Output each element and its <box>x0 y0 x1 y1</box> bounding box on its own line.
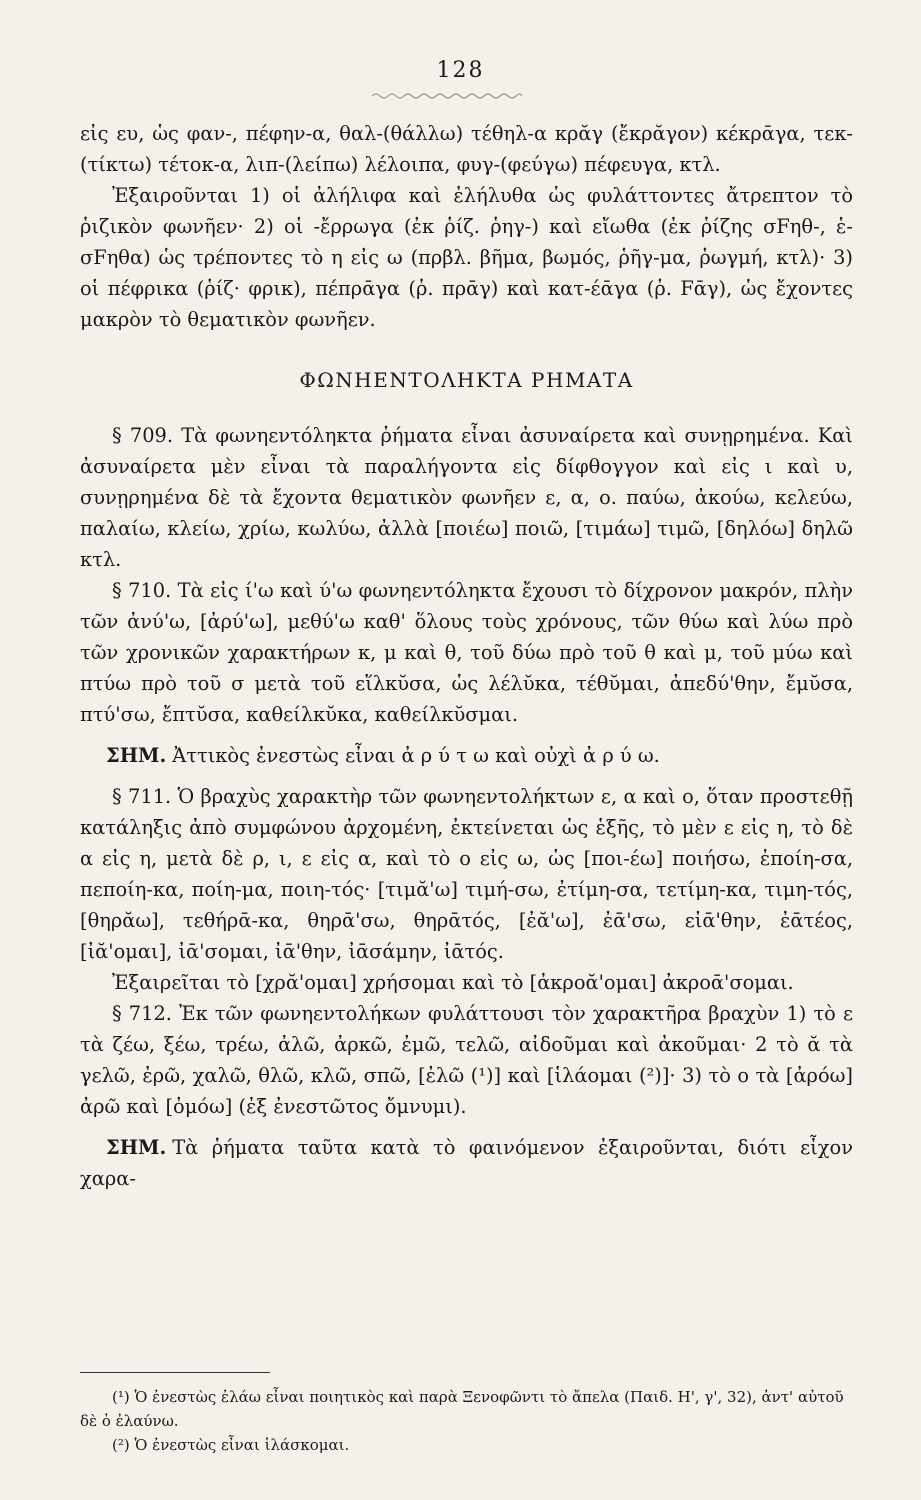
paragraph: Ἐξαιρεῖται τὸ [χρᾰ'ομαι] χρήσομαι καὶ τὸ [ἀκροᾰ'ομαι] ἀκροᾱ'σομαι. <box>112 971 794 994</box>
note-text: Τὰ ῥήματα ταῦτα κατὰ τὸ φαινόμενον ἐξαιροῦνται, διότι εἶχον χαρα- <box>80 1136 853 1190</box>
section-709: § 709. Τὰ φωνηεντόληκτα ῥήματα εἶναι ἀσυναίρετα καὶ συνῃρημένα. Καὶ ἀσυναίρετα μὲν εἶναι τὰ παραλήγοντα εἰς δίφθογγον καὶ εἰς ι καὶ υ, συνῃρημένα δὲ τὰ ἔχοντα θεματικὸν φωνῆεν ε, α, ο. παύω, ἀκούω, κελεύω, παλαίω, κλείω, χρίω, κωλύω, ἀλλὰ [ποιέω] ποιῶ, [τιμάω] τιμῶ, [δηλόω] δηλῶ κτλ. <box>80 424 853 571</box>
section-710: § 710. Τὰ εἰς ί'ω καὶ ύ'ω φωνηεντόληκτα ἔχουσι τὸ δίχρονον μακρόν, πλὴν τῶν ἀνύ'ω, [ἀρύ'ω], μεθύ'ω καθ' ὅλους τοὺς χρόνους, τῶν θύω καὶ λύω πρὸ τῶν χρονικῶν χαρακτήρων κ, μ καὶ θ, τοῦ δύω πρὸ τοῦ θ καὶ μ, τοῦ μύω καὶ πτύω πρὸ τοῦ σ μετὰ τοῦ εἵλκῠσα, ὡς λέλῠκα, τέθῠμαι, ἀπεδύ'θην, ἔμῠσα, πτύ'σω, ἔπτῠσα, καθείλκῠκα, καθείλκῠσμαι. <box>80 579 853 726</box>
footnote-rule <box>80 1372 270 1373</box>
section-heading: ΦΩΝΗΕΝΤΟΛΗΚΤΑ ΡΗΜΑΤΑ <box>299 368 634 392</box>
footnotes <box>80 1385 853 1457</box>
section-712: § 712. Ἐκ τῶν φωνηεντολήκων φυλάττουσι τὸν χαρακτῆρα βραχὺν 1) τὸ ε τὰ ζέω, ξέω, τρέω, ἀλῶ, ἀρκῶ, ἐμῶ, τελῶ, αἰδοῦμαι καὶ ἀκοῦμαι· 2 τὸ ᾰ τὰ γελῶ, ἐρῶ, χαλῶ, θλῶ, κλῶ, σπῶ, [ἐλῶ (¹)] καὶ [ἱλάομαι (²)]· 3) τὸ ο τὰ [ἀρόω] ἀρῶ καὶ [ὀμόω] (ἐξ ἐνεστῶτος ὄμνυμι). <box>80 1002 853 1118</box>
note-paragraph <box>80 1132 853 1194</box>
note-paragraph <box>80 740 853 771</box>
section-711: § 711. Ὁ βραχὺς χαρακτὴρ τῶν φωνηεντολήκτων ε, α καὶ ο, ὅταν προστεθῇ κατάληξις ἀπὸ συμφώνου ἀρχομένη, ἐκτείνεται ὡς ἑξῆς, τὸ μὲν ε εἰς η, τὸ δὲ α εἰς η, μετὰ δὲ ρ, ι, ε εἰς α, καὶ τὸ ο εἰς ω, ὡς [ποι-έω] ποιήσω, ἐποίη-σα, πεποίη-κα, ποίη-μα, ποιη-τός· [τιμᾰ'ω] τιμή-σω, ἐτίμη-σα, τετίμη-κα, τιμη-τός, [θηρᾰω], τεθήρᾱ-κα, θηρᾱ'σω, θηρᾱτός, [ἐᾰ'ω], ἐᾱ'σω, εἰᾱ'θην, ἐᾱτέος, [ἰᾰ'ομαι], ἰᾱ'σομαι, ἰᾱ'θην, ἰᾱσάμην, ἰᾱτός. <box>80 785 853 963</box>
page-body <box>80 118 853 1204</box>
note-text: Ἀττικὸς ἐνεστὼς εἶναι ἀ ρ ύ τ ω καὶ οὐχὶ ἀ ρ ύ ω. <box>172 744 660 767</box>
wavy-ornament <box>372 92 522 100</box>
footnote: (¹) Ὁ ἐνεστὼς ἐλάω εἶναι ποιητικὸς καὶ παρὰ Ξενοφῶντι τὸ ἄπελα (Παιδ. Η', γ', 32), ἀντ' αὐτοῦ δὲ ὁ ἐλαύνω. <box>80 1388 844 1430</box>
note-label: ΣΗΜ. <box>106 744 167 767</box>
footnote: (²) Ὁ ἐνεστὼς εἶναι ἱλάσκομαι. <box>112 1436 350 1454</box>
note-label: ΣΗΜ. <box>106 1136 167 1159</box>
paragraph: Ἐξαιροῦνται 1) οἱ ἀλήλιφα καὶ ἐλήλυθα ὡς φυλάττοντες ἄτρεπτον τὸ ῥιζικὸν φωνῆεν· 2) οἱ -ἔρρωγα (ἐκ ῥίζ. ῥηγ-) καὶ εἴωθα (ἐκ ῥίζης σFηθ-, ἑ-σFηθα) ὡς τρέποντες τὸ η εἰς ω (πρβλ. βῆμα, βωμός, ῥῆγ-μα, ῥωγμή, κτλ)· 3) οἱ πέφρικα (ῥίζ· φρικ), πέπρᾱγα (ῥ. πρᾱγ) καὶ κατ-έᾱγα (ῥ. Fᾱγ), ὡς ἔχοντες μακρὸν τὸ θεματικὸν φωνῆεν. <box>80 184 853 331</box>
page-number: 128 <box>436 58 485 83</box>
paragraph: εἰς ευ, ὡς φαν-, πέφην-α, θαλ-(θάλλω) τέθηλ-α κρᾰγ (ἔκρᾰγον) κέκρᾱγα, τεκ-(τίκτω) τέτοκ-α, λιπ-(λείπω) λέλοιπα, φυγ-(φεύγω) πέφευγα, κτλ. <box>80 122 853 176</box>
